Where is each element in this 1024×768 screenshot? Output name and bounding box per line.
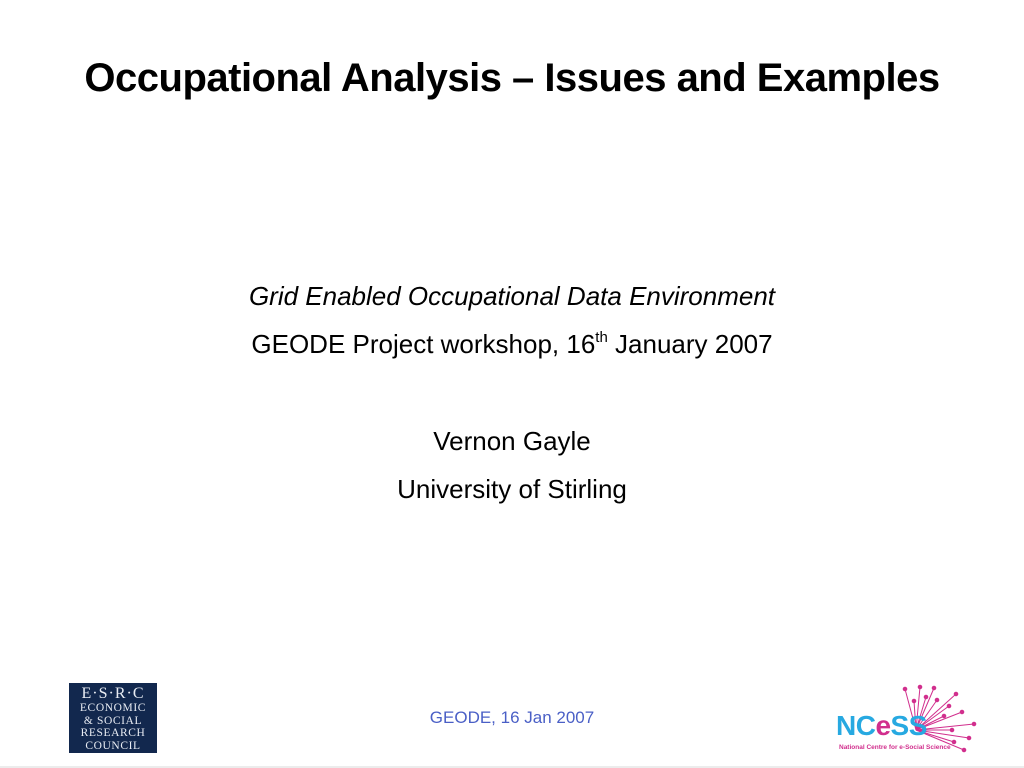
- ncess-logo: [834, 682, 984, 754]
- esrc-logo-abbrev: E·S·R·C: [81, 685, 145, 702]
- ncess-wordmark: [836, 712, 927, 740]
- author-affiliation: University of Stirling: [397, 474, 627, 504]
- esrc-logo-text: RESEARCH: [80, 727, 146, 739]
- author-name: Vernon Gayle: [433, 426, 591, 456]
- ncess-tagline: National Centre for e-Social Science: [839, 744, 951, 751]
- workshop-date: January 2007: [607, 329, 773, 359]
- workshop-line: [0, 320, 1024, 368]
- workshop-text: GEODE Project workshop, 16: [251, 329, 596, 359]
- subtitle-block: [0, 272, 1024, 368]
- esrc-logo-text: ECONOMIC: [79, 702, 147, 714]
- ncess-nc: NC: [836, 710, 876, 741]
- project-name: Grid Enabled Occupational Data Environment: [248, 281, 776, 311]
- footer-text: GEODE, 16 Jan 2007: [429, 708, 595, 727]
- ncess-e: e: [875, 710, 891, 741]
- esrc-logo-text: COUNCIL: [85, 739, 141, 752]
- ncess-ss: SS: [890, 710, 927, 741]
- ordinal-suffix: th: [595, 329, 608, 346]
- author-block: [0, 417, 1024, 513]
- esrc-logo-text: & SOCIAL: [83, 714, 143, 727]
- slide-title: Occupational Analysis – Issues and Examples: [84, 56, 940, 100]
